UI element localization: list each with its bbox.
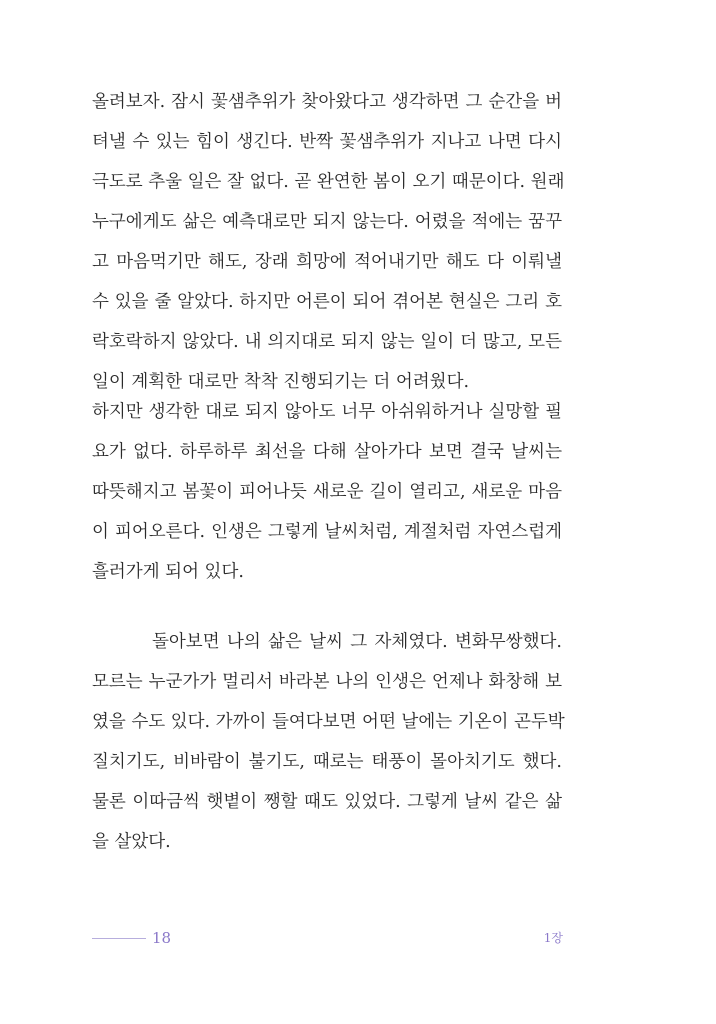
text-line: 누구에게도 삶은 예측대로만 되지 않는다. 어렸을 적에는 꿈꾸 <box>92 212 562 232</box>
footer-rule <box>92 938 146 939</box>
text-line: 락호락하지 않았다. 내 의지대로 되지 않는 일이 더 많고, 모든 <box>92 332 562 352</box>
text-line: 수 있을 줄 알았다. 하지만 어른이 되어 겪어본 현실은 그리 호 <box>92 292 562 312</box>
chapter-label: 1장 <box>543 931 563 945</box>
text-line: 였을 수도 있다. 가까이 들여다보면 어떤 날에는 기온이 곤두박 <box>92 712 565 732</box>
text-line: 모르는 누군가가 멀리서 바라본 나의 인생은 언제나 화창해 보 <box>92 672 563 692</box>
text-line: 고 마음먹기만 해도, 장래 희망에 적어내기만 해도 다 이뤄낼 <box>92 252 562 272</box>
page-number: 18 <box>152 929 172 947</box>
text-line: 질치기도, 비바람이 불기도, 때로는 태풍이 몰아치기도 했다. <box>92 752 562 772</box>
text-line: 텨낼 수 있는 힘이 생긴다. 반짝 꽃샘추위가 지나고 나면 다시 <box>92 132 562 152</box>
text-line: 일이 계획한 대로만 착착 진행되기는 더 어려웠다. <box>92 372 470 392</box>
text-line: 물론 이따금씩 햇볕이 쨍할 때도 있었다. 그렇게 날씨 같은 삶 <box>92 792 562 812</box>
text-line: 돌아보면 나의 삶은 날씨 그 자체였다. 변화무쌍했다. <box>152 632 562 652</box>
text-line: 하지만 생각한 대로 되지 않아도 너무 아쉬워하거나 실망할 필 <box>92 402 562 422</box>
text-line: 극도로 추울 일은 잘 없다. 곧 완연한 봄이 오기 때문이다. 원래 <box>92 172 565 192</box>
text-line: 흘러가게 되어 있다. <box>92 562 244 582</box>
text-line: 을 살았다. <box>92 832 171 852</box>
text-line: 요가 없다. 하루하루 최선을 다해 살아가다 보면 결국 날씨는 <box>92 442 562 462</box>
text-line: 이 피어오른다. 인생은 그렇게 날씨처럼, 계절처럼 자연스럽게 <box>92 522 562 542</box>
text-line: 따뜻해지고 봄꽃이 피어나듯 새로운 길이 열리고, 새로운 마음 <box>92 482 562 502</box>
text-line: 올려보자. 잠시 꽃샘추위가 찾아왔다고 생각하면 그 순간을 버 <box>92 92 562 112</box>
